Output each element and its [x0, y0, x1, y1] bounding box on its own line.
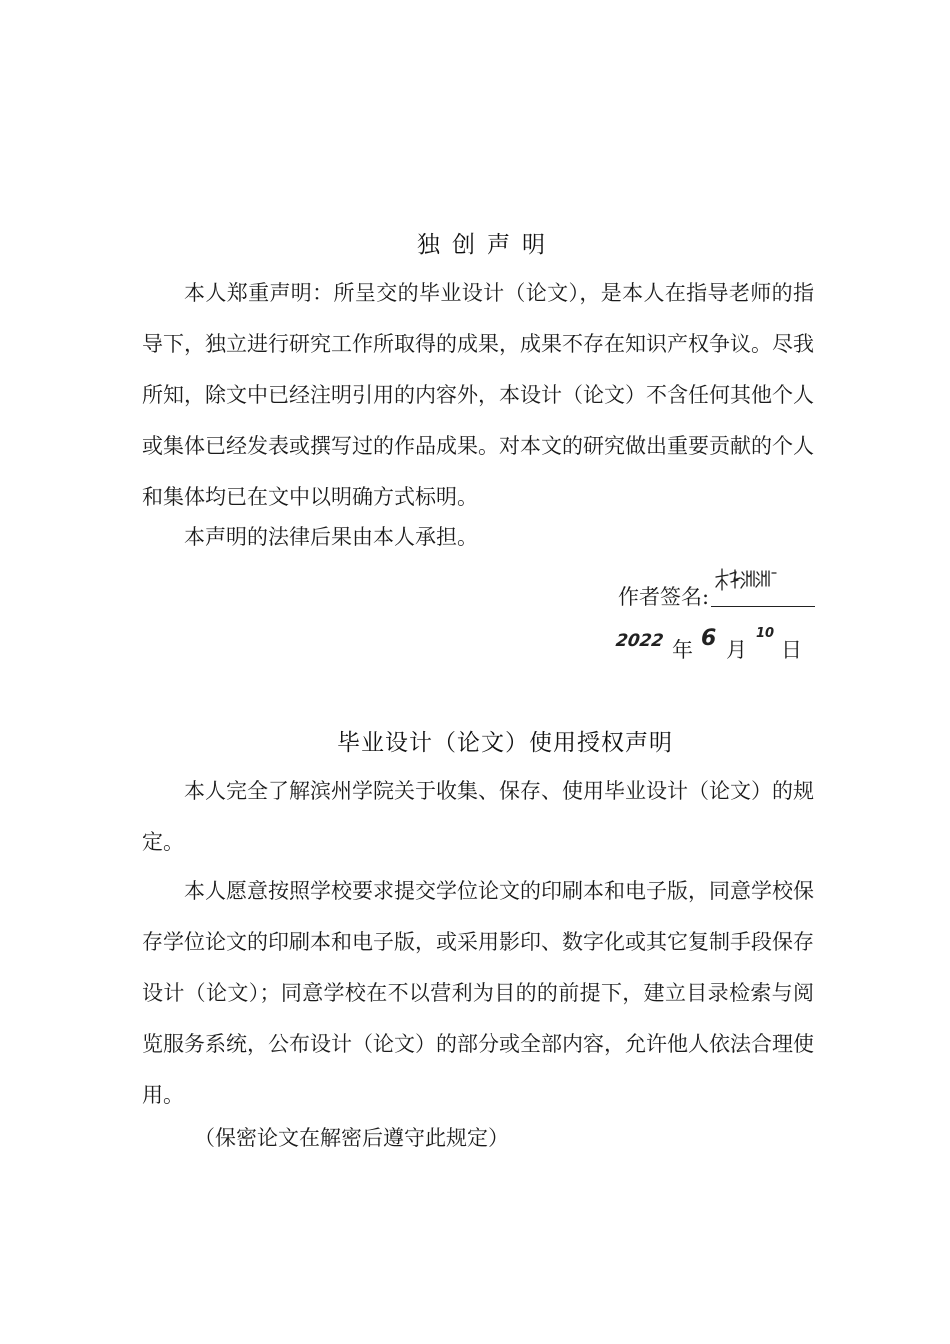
day-label: 日 — [781, 638, 802, 662]
year-label: 年 — [672, 638, 693, 662]
authorization-paragraph-1: 本人完全了解滨州学院关于收集、保存、使用毕业设计（论文）的规定。 — [142, 779, 814, 854]
handwritten-year: 2022 — [614, 631, 665, 651]
signature-field — [711, 584, 803, 607]
declaration-title: 独创声明 — [417, 232, 557, 258]
author-signature-line — [618, 582, 815, 612]
month-label: 月 — [726, 638, 747, 662]
authorization-title: 毕业设计（论文）使用授权声明 — [337, 730, 673, 756]
declaration-paragraph-1: 本人郑重声明：所呈交的毕业设计（论文），是本人在指导老师的指导下，独立进行研究工作所取得的成果，成果不存在知识产权争议。尽我所知，除文中已经注明引用的内容外，本设计（论文）不含任何其他个人或集体已经发表或撰写过的作品成果。对本文的研究做出重要贡献的个人和集体均已在文中以明确方式标明。 — [142, 281, 814, 509]
declaration-paragraph-2: 本声明的法律后果由本人承担。 — [184, 525, 478, 549]
handwritten-month: 6 — [701, 626, 717, 651]
signature-underline-tail — [803, 584, 815, 607]
handwritten-signature — [713, 566, 779, 600]
confidential-note: （保密论文在解密后遵守此规定） — [194, 1126, 509, 1150]
signature-label: 作者签名: — [618, 585, 710, 609]
authorization-paragraph-2: 本人愿意按照学校要求提交学位论文的印刷本和电子版，同意学校保存学位论文的印刷本和电子版，或采用影印、数字化或其它复制手段保存设计（论文）；同意学校在不以营利为目的的前提下，建立目录检索与阅览服务系统，公布设计（论文）的部分或全部内容，允许他人依法合理使用。 — [142, 879, 814, 1107]
signature-date — [616, 626, 816, 666]
handwritten-day: 10 — [756, 626, 775, 641]
